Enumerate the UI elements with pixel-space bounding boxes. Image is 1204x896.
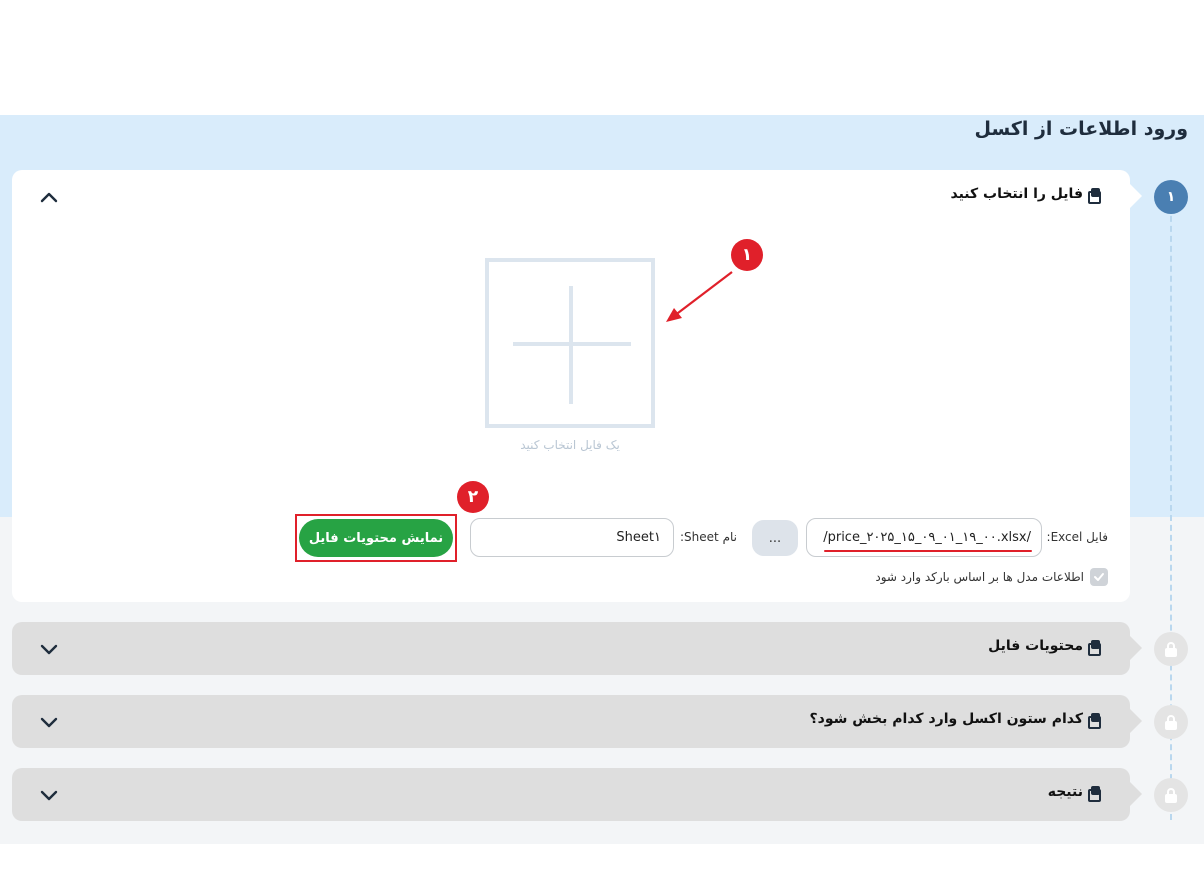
check-icon — [1093, 571, 1105, 583]
annotation-badge-1: ۱ — [731, 239, 763, 271]
barcode-checkbox-row[interactable] — [875, 568, 1108, 586]
step-header-result — [1048, 784, 1100, 800]
step-title: کدام ستون اکسل وارد کدام بخش شود؟ — [809, 711, 1083, 727]
copy-icon — [1088, 713, 1100, 725]
copy-icon — [1088, 188, 1100, 200]
lock-icon — [1154, 632, 1188, 666]
barcode-checkbox-label: اطلاعات مدل ها بر اساس بارکد وارد شود — [875, 570, 1084, 584]
copy-icon — [1088, 786, 1100, 798]
copy-icon — [1088, 640, 1100, 652]
step-title: محتویات فایل — [988, 638, 1083, 654]
sheet-name-input[interactable] — [470, 518, 674, 557]
sheet-name-label: نام Sheet: — [680, 530, 737, 544]
step-card-file-select — [12, 170, 1130, 602]
chevron-down-icon[interactable] — [40, 640, 58, 658]
browse-button[interactable]: ... — [752, 520, 798, 556]
step-header-column-mapping — [810, 711, 1100, 727]
step-title: فایل را انتخاب کنید — [950, 186, 1083, 202]
step-header-file-contents — [988, 638, 1100, 654]
step-card-result[interactable] — [12, 768, 1130, 821]
excel-file-highlight — [824, 550, 1032, 552]
step-header-file-select[interactable] — [950, 186, 1100, 202]
lock-icon — [1154, 705, 1188, 739]
show-file-contents-button[interactable]: نمایش محتویات فایل — [299, 519, 453, 557]
chevron-down-icon[interactable] — [40, 713, 58, 731]
annotation-badge-2: ۲ — [457, 481, 489, 513]
chevron-down-icon[interactable] — [40, 786, 58, 804]
step-card-file-contents[interactable] — [12, 622, 1130, 675]
dropzone-hint: یک فایل انتخاب کنید — [520, 438, 620, 452]
excel-file-label: فایل Excel: — [1046, 530, 1108, 544]
annotation-arrow-icon — [660, 266, 740, 326]
barcode-checkbox[interactable] — [1090, 568, 1108, 586]
chevron-up-icon[interactable] — [40, 188, 58, 206]
file-dropzone[interactable] — [485, 258, 655, 428]
page-title: ورود اطلاعات از اکسل — [974, 118, 1188, 140]
lock-icon — [1154, 778, 1188, 812]
step-number-badge: ۱ — [1154, 180, 1188, 214]
step-title: نتیجه — [1047, 784, 1083, 800]
step-card-column-mapping[interactable] — [12, 695, 1130, 748]
